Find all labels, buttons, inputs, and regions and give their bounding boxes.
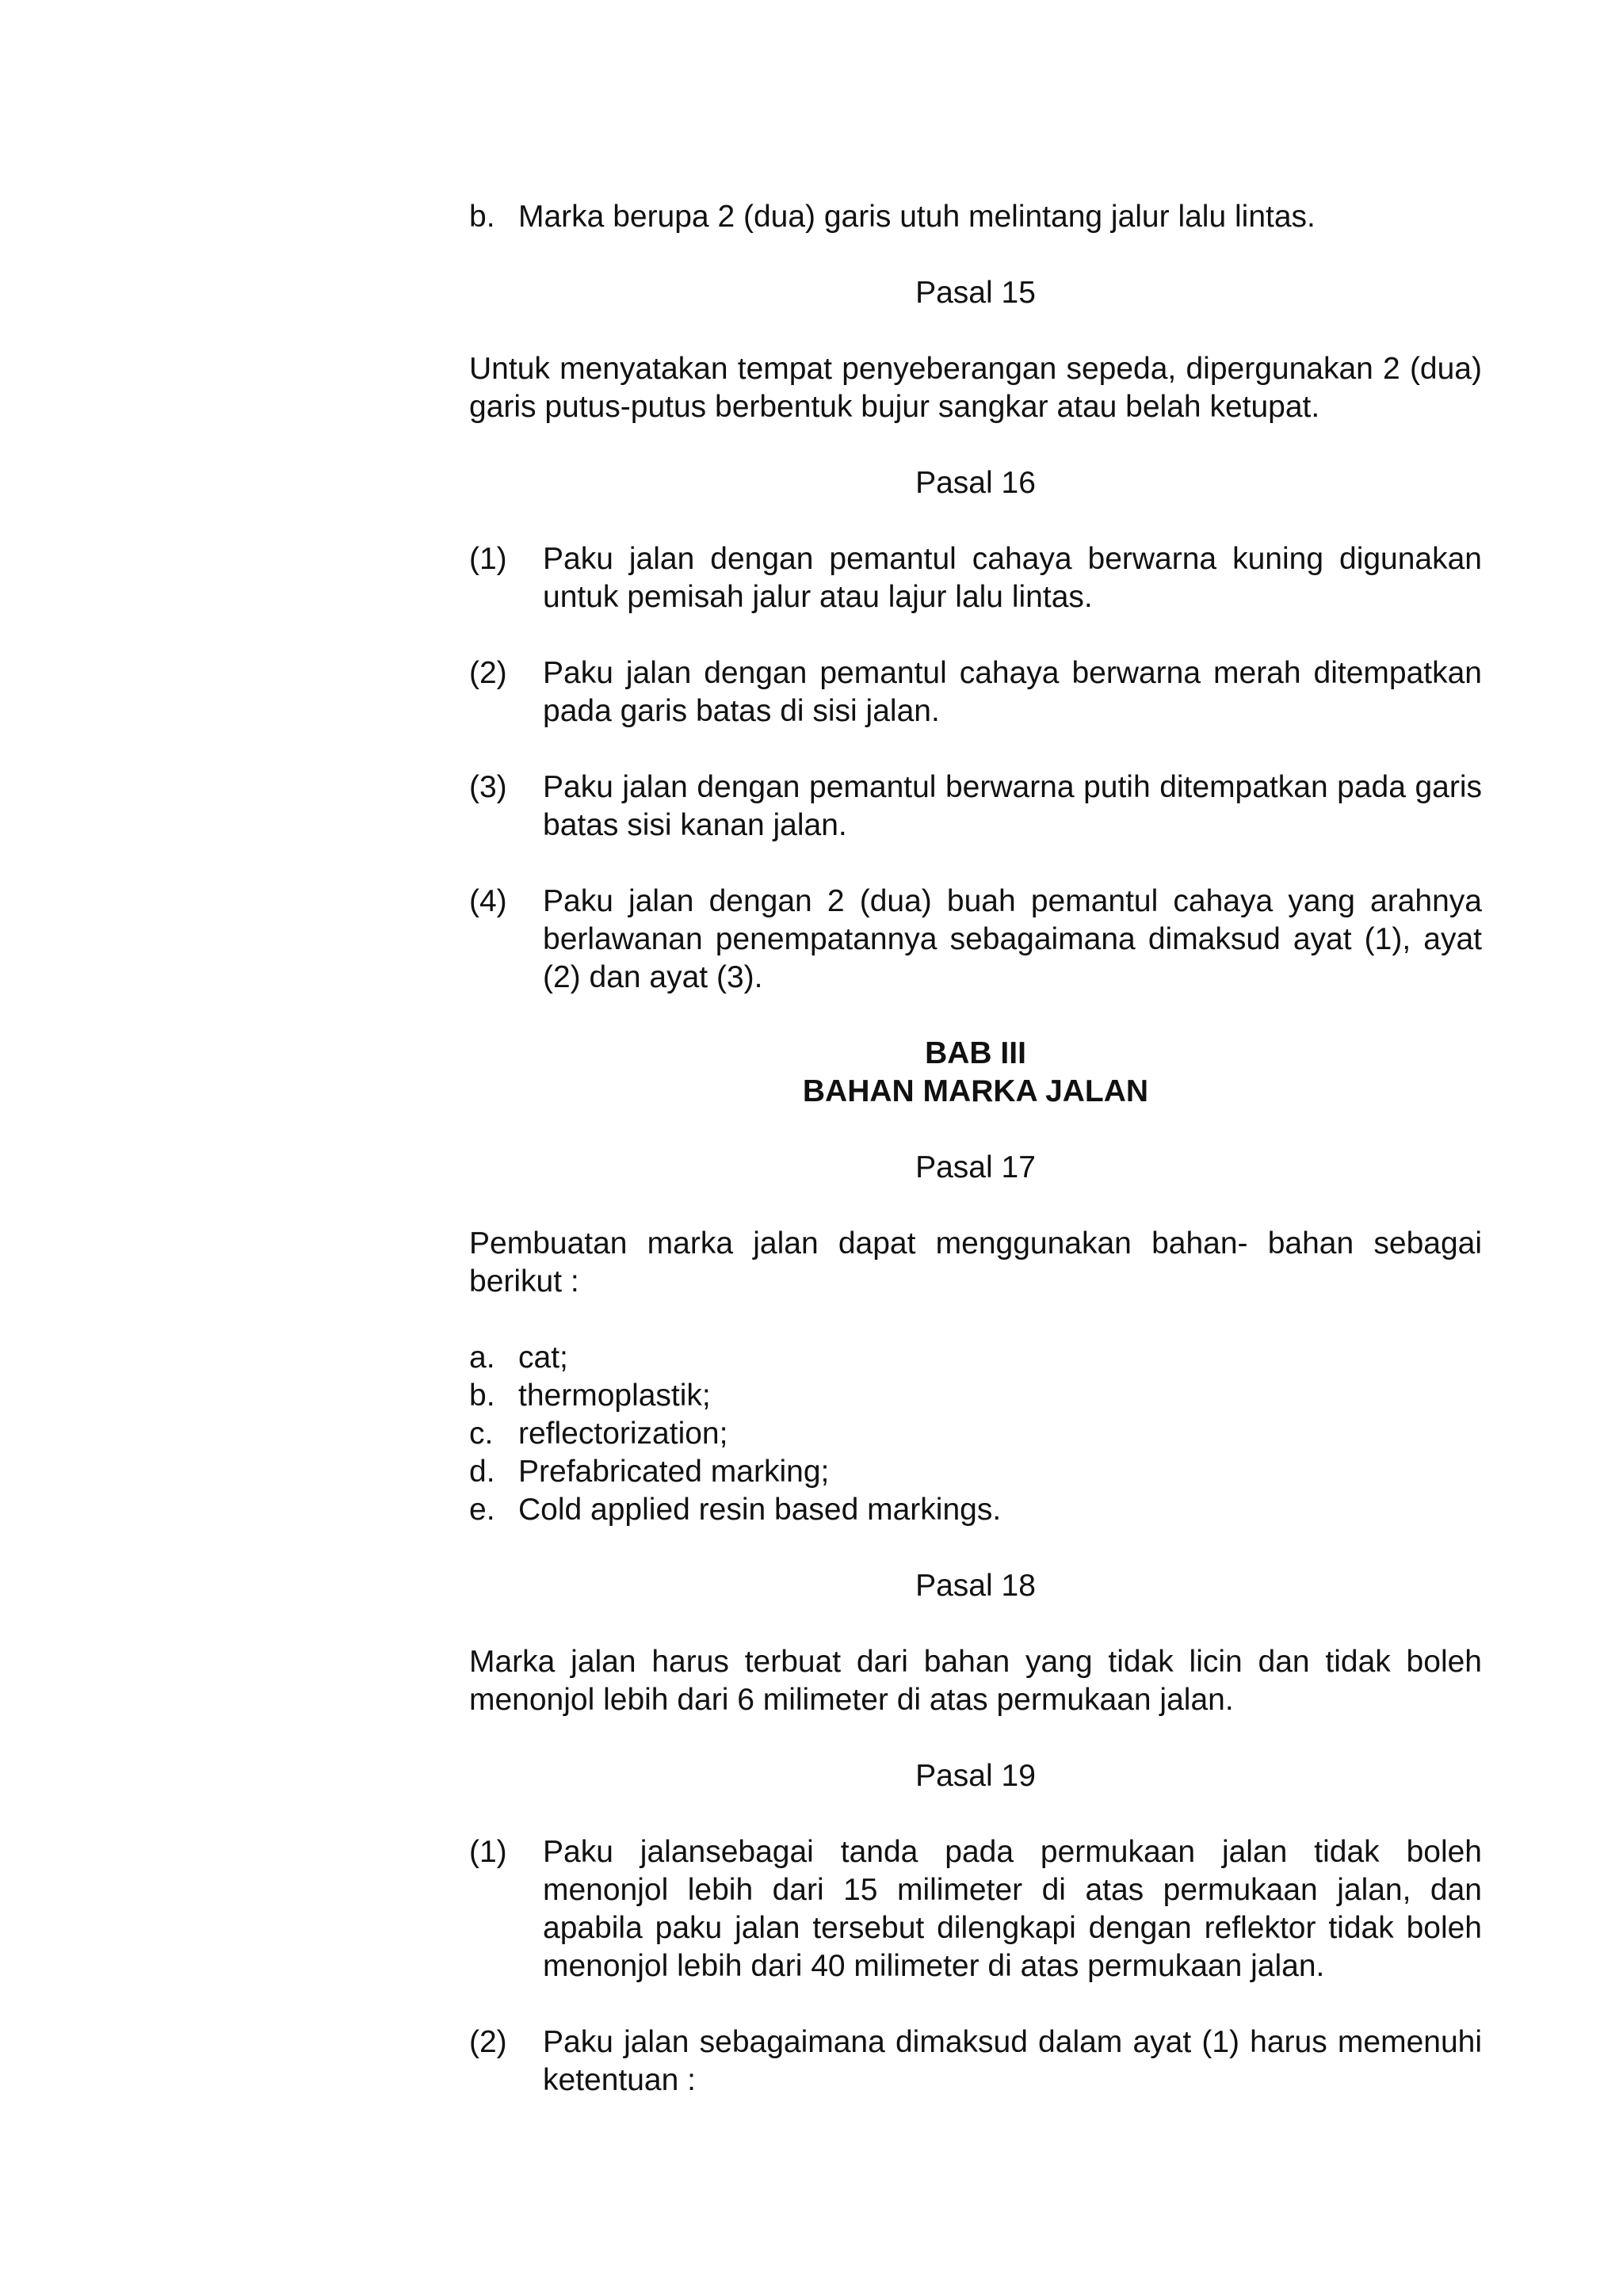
list-text: Marka berupa 2 (dua) garis utuh melintang jalur lalu lintas. — [518, 200, 1316, 234]
ayat-item — [469, 654, 1482, 730]
pasal-15-heading: Pasal 15 — [915, 276, 1036, 310]
ayat-text: Paku jalan sebagaimana dimaksud dalam ayat (1) harus memenuhi ketentuan : — [543, 2025, 1482, 2097]
list-marker: b. — [469, 1379, 495, 1413]
pasal-19-heading: Pasal 19 — [915, 1759, 1036, 1793]
document-page — [469, 198, 1482, 2100]
ayat-marker: (1) — [469, 542, 507, 576]
bab-title: BAHAN MARKA JALAN — [802, 1074, 1149, 1108]
list-marker: d. — [469, 1455, 495, 1489]
ayat-item — [469, 883, 1482, 997]
ayat-item — [469, 769, 1482, 845]
pasal-17-paragraph: Pembuatan marka jalan dapat menggunakan bahan- bahan sebagai berikut : — [469, 1226, 1482, 1299]
list-item — [469, 1377, 1482, 1415]
list-item — [469, 1415, 1482, 1453]
list-item — [469, 1491, 1482, 1529]
ayat-item — [469, 2023, 1482, 2100]
list-marker: c. — [469, 1417, 494, 1451]
ayat-text: Paku jalan dengan pemantul cahaya berwarna merah ditempatkan pada garis batas di sisi jalan. — [543, 656, 1482, 728]
list-marker: a. — [469, 1341, 495, 1375]
list-item — [469, 1453, 1482, 1491]
pasal-16-heading: Pasal 16 — [915, 466, 1036, 500]
ayat-marker: (2) — [469, 656, 507, 690]
list-item — [469, 198, 1482, 236]
ayat-text: Paku jalan dengan pemantul cahaya berwarna kuning digunakan untuk pemisah jalur atau lajur lalu lintas. — [543, 542, 1482, 614]
list-text: thermoplastik; — [518, 1379, 711, 1413]
ayat-text: Paku jalansebagai tanda pada permukaan jalan tidak boleh menonjol lebih dari 15 milimeter di atas permukaan jalan, dan apabila paku jalan tersebut dilengkapi dengan reflektor tidak boleh menonjol lebih dari 40 milimeter di atas permukaan jalan. — [543, 1835, 1482, 1983]
pasal-15-paragraph: Untuk menyatakan tempat penyeberangan sepeda, dipergunakan 2 (dua) garis putus-putus berbentuk bujur sangkar atau belah ketupat. — [469, 352, 1482, 424]
pasal-18-paragraph: Marka jalan harus terbuat dari bahan yang tidak licin dan tidak boleh menonjol lebih dari 6 milimeter di atas permukaan jalan. — [469, 1645, 1482, 1717]
pasal-18-heading: Pasal 18 — [915, 1569, 1036, 1603]
list-item — [469, 1339, 1482, 1377]
ayat-marker: (3) — [469, 770, 507, 804]
list-marker: b. — [469, 200, 495, 234]
list-text: reflectorization; — [518, 1417, 728, 1451]
list-text: cat; — [518, 1341, 568, 1375]
bab-number: BAB III — [925, 1036, 1026, 1070]
ayat-marker: (4) — [469, 884, 507, 918]
ayat-text: Paku jalan dengan pemantul berwarna putih ditempatkan pada garis batas sisi kanan jalan. — [543, 770, 1482, 842]
ayat-text: Paku jalan dengan 2 (dua) buah pemantul cahaya yang arahnya berlawanan penempatannya sebagaimana dimaksud ayat (1), ayat (2) dan ayat (3). — [543, 884, 1482, 994]
list-text: Cold applied resin based markings. — [518, 1493, 1002, 1527]
ayat-marker: (2) — [469, 2025, 507, 2059]
pasal-17-heading: Pasal 17 — [915, 1150, 1036, 1184]
ayat-marker: (1) — [469, 1835, 507, 1869]
ayat-item — [469, 1833, 1482, 1985]
list-text: Prefabricated marking; — [518, 1455, 830, 1489]
ayat-item — [469, 540, 1482, 616]
list-marker: e. — [469, 1493, 495, 1527]
